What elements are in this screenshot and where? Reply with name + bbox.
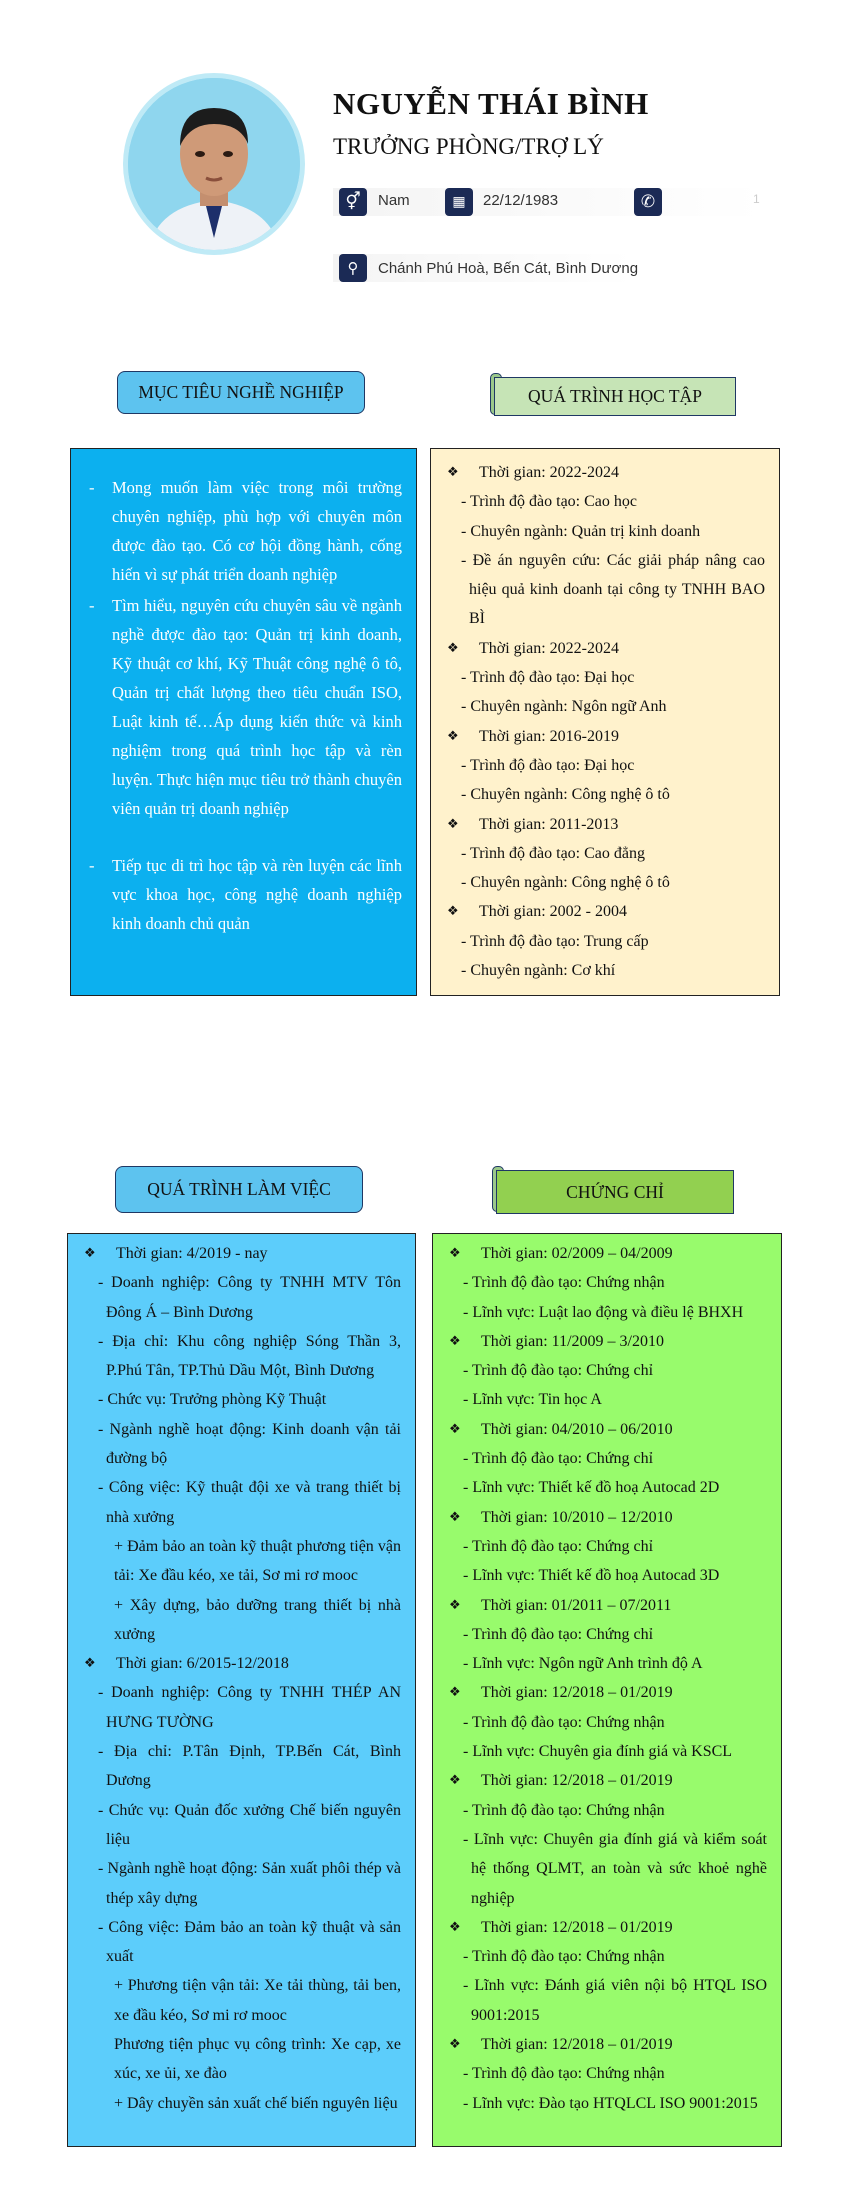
cert-period: ❖ Thời gian: 11/2009 – 3/2010 (433, 1327, 781, 1356)
work-detail: + Xây dựng, bảo dưỡng trang thiết bị nhà xưởng (114, 1596, 401, 1643)
cert-detail: - Trình độ đào tạo: Chứng nhận (463, 1274, 665, 1292)
education-period: ❖ Thời gian: 2011-2013 (431, 810, 779, 839)
education-detail: - Trình độ đào tạo: Cao đẳng (461, 844, 645, 862)
work-detail: - Chức vụ: Trưởng phòng Kỹ Thuật (98, 1391, 327, 1409)
birthdate-value: 22/12/1983 (483, 192, 559, 209)
education-period: ❖ Thời gian: 2022-2024 (431, 634, 779, 663)
education-detail: - Đề án nguyên cứu: Các giải pháp nâng cao hiệu quả kinh doanh tại công ty TNHH BAO BÌ (461, 551, 765, 628)
phone-icon: ✆ (634, 188, 662, 216)
cert-detail: - Trình độ đào tạo: Chứng nhận (463, 1948, 665, 1966)
work-detail: - Địa chỉ: Khu công nghiệp Sóng Thần 3, P.Phú Tân, TP.Thủ Dầu Một, Bình Dương (98, 1332, 401, 1380)
work-detail: - Ngành nghề hoạt động: Sản xuất phôi thép và thép xây dựng (98, 1860, 401, 1907)
work-detail: + Dây chuyền sản xuất chế biến nguyên liệu (114, 2094, 398, 2112)
cert-period: ❖ Thời gian: 12/2018 – 01/2019 (433, 1913, 781, 1942)
education-period: ❖ Thời gian: 2016-2019 (431, 722, 779, 751)
cert-period: ❖ Thời gian: 04/2010 – 06/2010 (433, 1415, 781, 1444)
cert-detail: - Trình độ đào tạo: Chứng nhận (463, 2065, 665, 2083)
work-period: ❖ Thời gian: 4/2019 - nay (68, 1239, 415, 1268)
calendar-icon: ▦ (445, 188, 473, 216)
objective-item: - Mong muốn làm việc trong môi trường chuyên nghiệp, phù hợp với chuyên môn được đào tạo. Có cơ hội đồng hành, cống hiến vì sự phát triển doanh nghiệp (79, 473, 402, 589)
work-panel (67, 1233, 416, 2147)
cert-detail: - Trình độ đào tạo: Chứng chỉ (463, 1450, 654, 1468)
cert-detail: - Lĩnh vực: Tin học A (463, 1391, 602, 1409)
cert-period: ❖ Thời gian: 10/2010 – 12/2010 (433, 1503, 781, 1532)
cert-detail: - Trình độ đào tạo: Chứng chỉ (463, 1537, 654, 1555)
cert-detail: - Lĩnh vực: Thiết kế đồ hoạ Autocad 3D (463, 1567, 720, 1585)
education-detail: - Trình độ đào tạo: Đại học (461, 669, 635, 687)
cert-period: ❖ Thời gian: 12/2018 – 01/2019 (433, 2030, 781, 2059)
education-detail: - Chuyên ngành: Ngôn ngữ Anh (461, 698, 667, 716)
phone-value: 1 (753, 192, 760, 206)
work-detail: + Phương tiện vận tải: Xe tải thùng, tải ben, xe đầu kéo, Sơ mi rơ mooc (114, 1977, 401, 2024)
cert-period: ❖ Thời gian: 01/2011 – 07/2011 (433, 1591, 781, 1620)
work-detail: - Doanh nghiệp: Công ty TNHH THÉP AN HƯNG TƯỜNG (98, 1684, 401, 1731)
cert-detail: - Lĩnh vực: Chuyên gia đính giá và KSCL (463, 1743, 733, 1761)
work-detail: - Doanh nghiệp: Công ty TNHH MTV Tôn Đông Á – Bình Dương (98, 1274, 401, 1321)
education-detail: - Trình độ đào tạo: Trung cấp (461, 932, 649, 950)
portrait-photo (128, 78, 300, 250)
education-period: ❖ Thời gian: 2002 - 2004 (431, 897, 779, 926)
education-detail: - Chuyên ngành: Quản trị kinh doanh (461, 522, 701, 540)
objective-item: - Tiếp tục di trì học tập và rèn luyện các lĩnh vực khoa học, công nghệ doanh nghiệp kinh doanh chủ quản (79, 851, 402, 938)
cert-period: ❖ Thời gian: 02/2009 – 04/2009 (433, 1239, 781, 1268)
cert-detail: - Lĩnh vực: Chuyên gia đính giá và kiểm soát hệ thống QLMT, an toàn và sức khoẻ nghề nghiệp (463, 1830, 767, 1907)
education-detail: - Chuyên ngành: Công nghệ ô tô (461, 874, 670, 892)
education-detail: - Trình độ đào tạo: Đại học (461, 756, 635, 774)
cert-detail: - Lĩnh vực: Thiết kế đồ hoạ Autocad 2D (463, 1479, 720, 1497)
work-period: ❖ Thời gian: 6/2015-12/2018 (68, 1649, 415, 1678)
cert-heading: CHỨNG CHỈ (496, 1170, 734, 1214)
cert-panel (432, 1233, 782, 2147)
objective-heading: MỤC TIÊU NGHỀ NGHIỆP (117, 371, 365, 414)
avatar (128, 78, 300, 250)
cert-period: ❖ Thời gian: 12/2018 – 01/2019 (433, 1678, 781, 1707)
work-detail: - Công việc: Đảm bảo an toàn kỹ thuật và sản xuất (98, 1918, 401, 1966)
cert-detail: - Lĩnh vực: Đánh giá viên nội bộ HTQL ISO 9001:2015 (463, 1977, 767, 2024)
work-detail: Phương tiện phục vụ công trình: Xe cạp, xe xúc, xe ủi, xe đào (114, 2036, 401, 2083)
education-panel (430, 448, 780, 996)
work-detail: - Địa chỉ: P.Tân Định, TP.Bến Cát, Bình Dương (98, 1743, 401, 1790)
gender-value: Nam (378, 192, 410, 209)
gender-icon: ⚥ (339, 188, 367, 216)
candidate-name: NGUYỄN THÁI BÌNH (333, 86, 649, 121)
cert-detail: - Lĩnh vực: Ngôn ngữ Anh trình độ A (463, 1655, 703, 1673)
objective-panel (70, 448, 417, 996)
cert-detail: - Lĩnh vực: Luật lao động và điều lệ BHXH (463, 1303, 744, 1321)
cert-detail: - Trình độ đào tạo: Chứng chỉ (463, 1362, 654, 1380)
cert-detail: - Trình độ đào tạo: Chứng nhận (463, 1801, 665, 1819)
education-period: ❖ Thời gian: 2022-2024 (431, 458, 779, 487)
education-heading: QUÁ TRÌNH HỌC TẬP (494, 377, 736, 416)
cert-detail: - Trình độ đào tạo: Chứng nhận (463, 1713, 665, 1731)
work-detail: - Công việc: Kỹ thuật đội xe và trang thiết bị nhà xưởng (98, 1479, 401, 1526)
education-detail: - Chuyên ngành: Công nghệ ô tô (461, 786, 670, 804)
address-value: Chánh Phú Hoà, Bến Cát, Bình Dương (378, 260, 639, 277)
location-icon: ⚲ (339, 254, 367, 282)
objective-item: - Tìm hiểu, nguyên cứu chuyên sâu về ngành nghề được đào tạo: Quản trị kinh doanh, Kỹ thuật cơ khí, Kỹ Thuật công nghệ ô tô, Quản trị chất lượng theo tiêu chuẩn ISO, Luật kinh tế…Áp dụng kiến thức và kinh nghiệm trong quá trình học tập và rèn luyện. Thực hiện mục tiêu trở thành chuyên viên quản trị doanh nghiệp (79, 591, 402, 823)
education-detail: - Chuyên ngành: Cơ khí (461, 962, 616, 980)
cert-detail: - Trình độ đào tạo: Chứng chỉ (463, 1625, 654, 1643)
cert-period: ❖ Thời gian: 12/2018 – 01/2019 (433, 1766, 781, 1795)
work-detail: + Đảm bảo an toàn kỹ thuật phương tiện vận tải: Xe đầu kéo, xe tải, Sơ mi rơ mooc (114, 1537, 401, 1585)
work-detail: - Ngành nghề hoạt động: Kinh doanh vận tải đường bộ (98, 1420, 401, 1468)
work-detail: - Chức vụ: Quản đốc xưởng Chế biến nguyên liệu (98, 1801, 401, 1848)
cert-detail: - Lĩnh vực: Đào tạo HTQLCL ISO 9001:2015 (463, 2094, 758, 2112)
education-detail: - Trình độ đào tạo: Cao học (461, 493, 637, 511)
candidate-position: TRƯỞNG PHÒNG/TRỢ LÝ (333, 134, 604, 159)
work-heading: QUÁ TRÌNH LÀM VIỆC (115, 1166, 363, 1213)
